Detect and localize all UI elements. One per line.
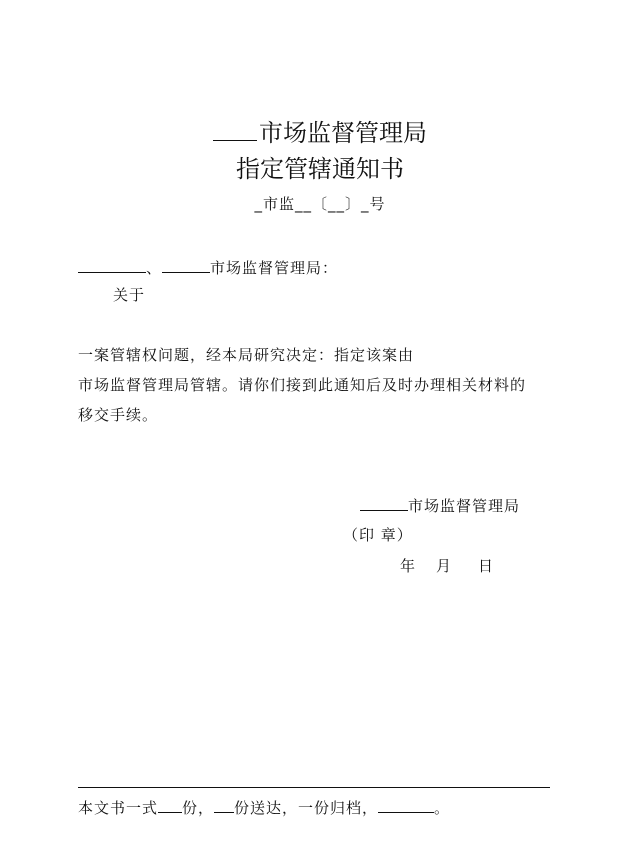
addressee-separator: 、 [146, 259, 163, 277]
footer-blank-2 [214, 796, 234, 813]
issuer-name: 市场监督管理局 [408, 497, 521, 515]
seal-label: （印 章） [343, 526, 413, 544]
footer-part-3: 份送达，一份归档， [234, 799, 379, 817]
document-number: _市监__〔__〕_号 [254, 195, 386, 213]
date-month: 月 [436, 557, 453, 575]
body-guanyu: 关于 [113, 286, 146, 304]
title-agency-text: 市场监督管理局 [259, 119, 427, 147]
footer-part-4: 。 [434, 799, 451, 817]
addressee-blank-1 [78, 256, 146, 273]
footer-rule [78, 787, 550, 788]
addressee-line [78, 256, 338, 279]
footer-part-2: 份， [182, 799, 215, 817]
issuer-blank [360, 494, 408, 511]
signature-issuer [360, 494, 520, 517]
document-title-line1 [0, 118, 640, 148]
body-line-2: 市场监督管理局管辖。请你们接到此通知后及时办理相关材料的 [78, 376, 527, 394]
body-line-3: 移交手续。 [78, 406, 159, 424]
agency-name-blank [213, 118, 257, 141]
date-year: 年 [400, 557, 417, 575]
footer-blank-1 [158, 796, 182, 813]
document-title-line2: 指定管辖通知书 [236, 155, 404, 183]
addressee-suffix: 市场监督管理局： [210, 259, 339, 277]
footer-note [78, 796, 450, 819]
footer-blank-3 [378, 796, 434, 813]
addressee-blank-2 [162, 256, 210, 273]
body-line-1: 一案管辖权问题，经本局研究决定：指定该案由 [78, 346, 415, 364]
footer-part-1: 本文书一式 [78, 799, 159, 817]
date-day: 日 [478, 557, 495, 575]
